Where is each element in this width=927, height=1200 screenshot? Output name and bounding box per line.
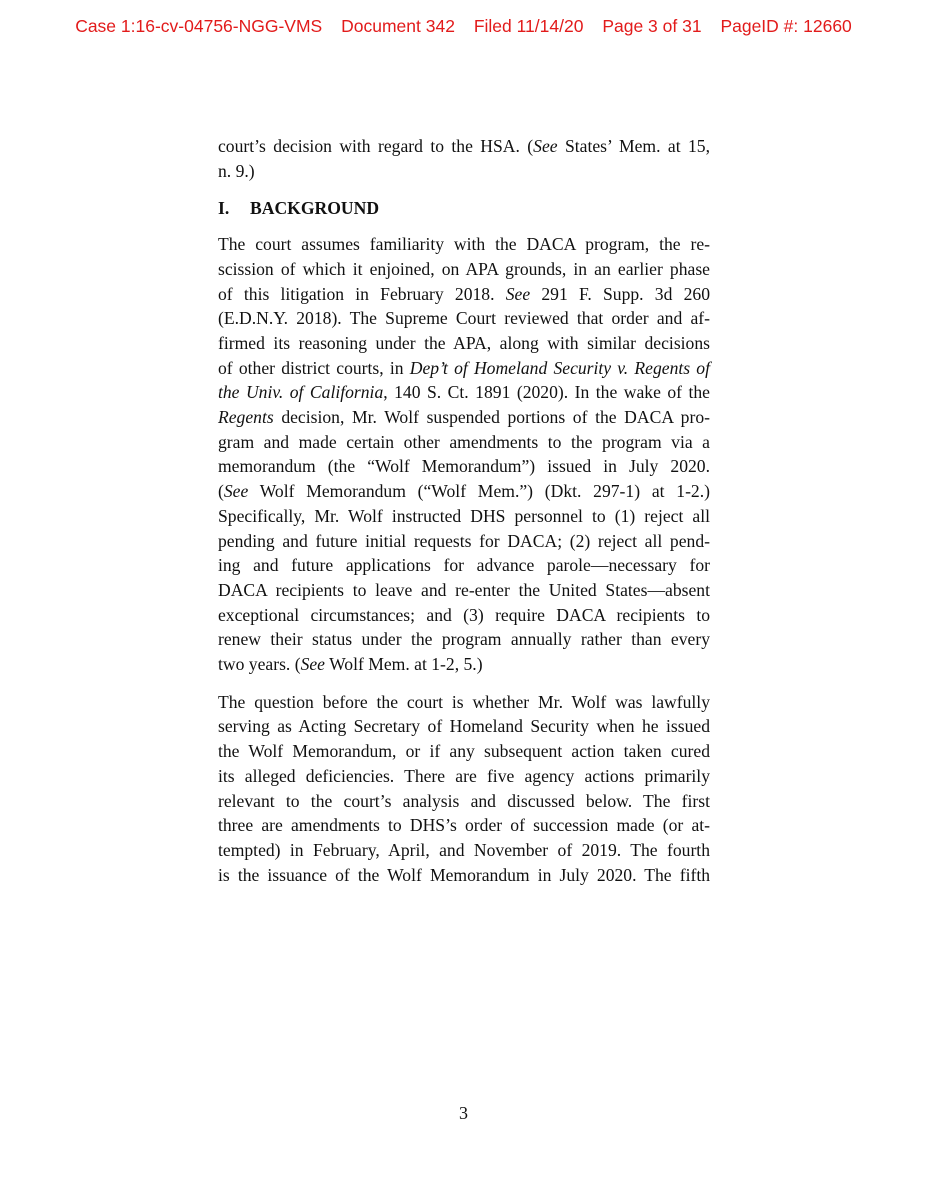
text-line: memorandum (the “Wolf Memorandum”) issued in July 2020. [218,456,710,477]
text-line: renew their status under the program annually rather than every [218,629,710,650]
text-line: n. 9.) [218,160,255,181]
text-line: pending and future initial requests for DACA; (2) reject all pend- [218,530,710,551]
paragraph-intro [218,134,710,183]
text-line: its alleged deficiencies. There are five agency actions primarily [218,765,710,786]
text-line: two years. (See Wolf Mem. at 1-2, 5.) [218,654,483,675]
text-line: Regents decision, Mr. Wolf suspended portions of the DACA pro- [218,407,710,428]
case-number: Case 1:16-cv-04756-NGG-VMS [75,16,323,36]
text-line: firmed its reasoning under the APA, along with similar decisions [218,332,710,353]
text-line: The question before the court is whether Mr. Wolf was lawfully [218,691,710,712]
section-heading [218,196,710,221]
section-number: I. [218,198,230,219]
text-line: is the issuance of the Wolf Memorandum in July 2020. The fifth [218,864,710,885]
paragraph-question [218,690,710,888]
text-line: (E.D.N.Y. 2018). The Supreme Court reviewed that order and af- [218,308,710,329]
text-line: court’s decision with regard to the HSA. (See States’ Mem. at 15, [218,136,710,156]
text-line: tempted) in February, April, and November of 2019. The fourth [218,839,710,860]
text-line: gram and made certain other amendments to the program via a [218,431,710,452]
page-id: PageID #: 12660 [720,16,852,36]
text-line: scission of which it enjoined, on APA grounds, in an earlier phase [218,258,710,279]
filed-date: Filed 11/14/20 [473,16,584,36]
filing-header [0,16,927,37]
document-body [218,134,710,900]
document-number: Document 342 [341,16,455,36]
text-line: exceptional circumstances; and (3) require DACA recipients to [218,604,710,625]
page-count: Page 3 of 31 [602,16,702,36]
text-line: serving as Acting Secretary of Homeland Security when he issued [218,716,710,737]
text-line: the Univ. of California, 140 S. Ct. 1891 (2020). In the wake of the [218,382,710,403]
text-line: The court assumes familiarity with the DACA program, the re- [218,234,710,255]
text-line: DACA recipients to leave and re-enter the United States—absent [218,579,710,600]
text-line: (See Wolf Memorandum (“Wolf Mem.”) (Dkt. 297-1) at 1-2.) [218,481,710,502]
text-line: three are amendments to DHS’s order of succession made (or at- [218,815,710,836]
text-line: relevant to the court’s analysis and discussed below. The first [218,790,710,811]
text-line: of this litigation in February 2018. See 291 F. Supp. 3d 260 [218,283,710,304]
page-number: 3 [459,1103,468,1123]
text-line: of other district courts, in Dep’t of Homeland Security v. Regents of [218,357,710,378]
paragraph-background [218,232,710,677]
text-line: Specifically, Mr. Wolf instructed DHS personnel to (1) reject all [218,505,710,526]
section-title: BACKGROUND [250,198,380,219]
text-line: the Wolf Memorandum, or if any subsequent action taken cured [218,741,710,762]
text-line: ing and future applications for advance parole—necessary for [218,555,710,576]
